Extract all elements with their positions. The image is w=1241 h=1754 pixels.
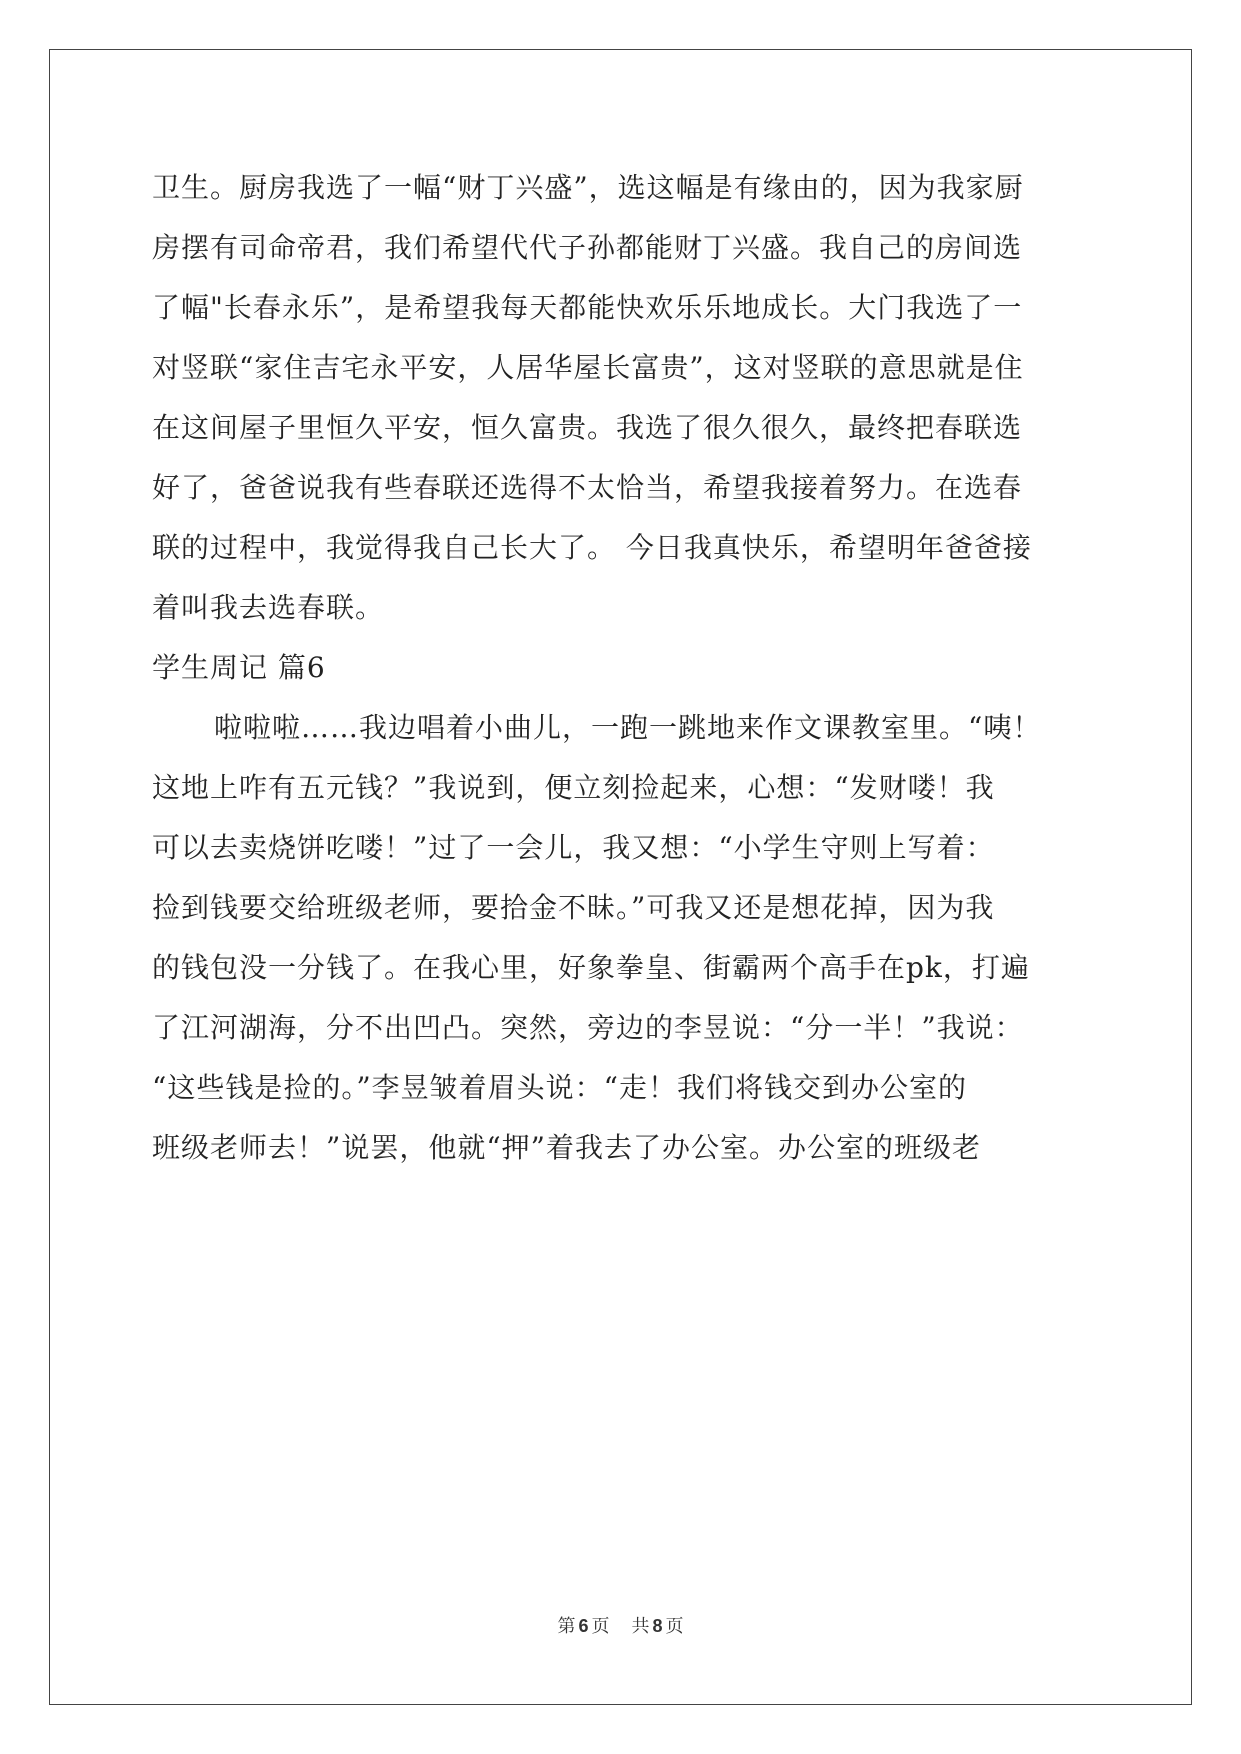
body-text-line: 可以去卖烧饼吃喽！”过了一会儿，我又想：“小学生守则上写着： bbox=[152, 831, 995, 864]
page-footer bbox=[0, 1614, 1241, 1639]
body-text-line: 卫生。厨房我选了一幅“财丁兴盛”，选这幅是有缘由的，因为我家厨 bbox=[152, 171, 1024, 204]
body-text-line: 啦啦啦……我边唱着小曲儿，一跑一跳地来作文课教室里。“咦！ bbox=[214, 711, 1042, 744]
body-text-line: 了幅"长春永乐”，是希望我每天都能快欢乐乐地成长。大门我选了一 bbox=[152, 291, 1023, 324]
body-text-line: 捡到钱要交给班级老师，要拾金不昧。”可我又还是想花掉，因为我 bbox=[152, 891, 995, 924]
body-text-line: 这地上咋有五元钱？”我说到，便立刻捡起来，心想：“发财喽！我 bbox=[152, 771, 995, 804]
footer-total-prefix: 共 bbox=[631, 1616, 650, 1637]
body-text-line: 的钱包没一分钱了。在我心里，好象拳皇、街霸两个高手在pk，打遍 bbox=[152, 951, 1030, 984]
body-text-line: 了江河湖海，分不出凹凸。突然，旁边的李昱说：“分一半！”我说： bbox=[152, 1011, 1024, 1044]
body-text-line: 对竖联“家住吉宅永平安，人居华屋长富贵”，这对竖联的意思就是住 bbox=[152, 351, 1024, 384]
body-text-line: 班级老师去！”说罢，他就“押”着我去了办公室。办公室的班级老 bbox=[152, 1131, 981, 1164]
section-heading: 学生周记 篇6 bbox=[152, 651, 326, 684]
total-pages-number: 8 bbox=[652, 1616, 663, 1636]
body-text-line: 好了，爸爸说我有些春联还选得不太恰当，希望我接着努力。在选春 bbox=[152, 471, 1023, 504]
footer-total-suffix: 页 bbox=[665, 1616, 684, 1637]
body-text-line: 联的过程中，我觉得我自己长大了。 今日我真快乐，希望明年爸爸接 bbox=[152, 531, 1032, 564]
footer-prefix: 第 bbox=[557, 1616, 576, 1637]
body-text-line: 在这间屋子里恒久平安，恒久富贵。我选了很久很久，最终把春联选 bbox=[152, 411, 1023, 444]
body-text-line: 房摆有司命帝君，我们希望代代子孙都能财丁兴盛。我自己的房间选 bbox=[152, 231, 1023, 264]
current-page-number: 6 bbox=[578, 1616, 589, 1636]
body-text-line: 着叫我去选春联。 bbox=[152, 591, 385, 624]
footer-page-suffix: 页 bbox=[591, 1616, 610, 1637]
body-text-line: “这些钱是捡的。”李昱皱着眉头说：“走！我们将钱交到办公室的 bbox=[152, 1071, 967, 1104]
